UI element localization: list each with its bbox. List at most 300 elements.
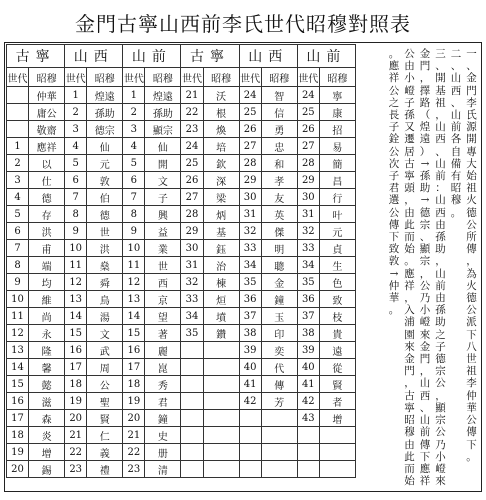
name-cell: 德宗 [87,121,123,138]
name-cell [203,427,239,444]
generation-cell: 4 [123,138,145,155]
table-row [7,359,356,376]
note-column: 三 、 開 基 祖 ， 山 西 、 山 前 ： 山 西 由 孫 助 ， 山 前 由 孫 助 之 子 德 宗 公 ， 顯 宗 公 乃 小 嶝 來 [435,48,446,488]
generation-cell: 30 [239,189,261,206]
generation-cell: 12 [123,274,145,291]
generation-cell: 6 [123,172,145,189]
name-cell: 智 [261,87,297,104]
generation-cell [239,410,261,427]
generation-cell: 28 [239,155,261,172]
name-cell: 元 [87,155,123,172]
generation-cell: 30 [297,189,319,206]
name-cell: 煌遠 [87,87,123,104]
generation-cell: 31 [297,206,319,223]
note-column: 二 、 山 西 、 山 前 各 自 備 有 昭 穆 。 [450,48,462,219]
name-cell: 鑽 [203,325,239,342]
generation-cell: 5 [7,206,29,223]
name-cell: 麗 [145,342,181,359]
note-column: 一 、 金 門 李 氏 源 開 專 大 始 祖 火 德 公 所 傳 ， 為 火 德 公 派 下 八 世 祖 李 仲 華 公 傳 下 。 [466,48,477,463]
generation-cell: 19 [65,393,87,410]
name-cell: 顯宗 [145,121,181,138]
name-cell: 敦 [87,172,123,189]
generation-cell: 16 [7,393,29,410]
generation-cell: 14 [7,359,29,376]
column-group-header: 山前 [297,45,355,68]
generation-cell: 14 [65,308,87,325]
name-cell: 錫 [29,461,65,478]
generation-cell [181,427,203,444]
generation-header: 世代 [239,68,261,87]
generation-cell: 9 [65,223,87,240]
name-cell [203,461,239,478]
generation-cell: 18 [65,376,87,393]
name-cell: 枝 [319,308,355,325]
name-cell: 史 [145,427,181,444]
header-row [7,45,356,68]
generation-cell: 22 [181,104,203,121]
generation-cell: 42 [297,393,319,410]
name-cell: 欽 [203,155,239,172]
generation-cell: 32 [297,223,319,240]
note-column: 。 應 祥 公 之 長 子 銓 公 次 子 君 選 公 傳 下 致 敦 → 仲 華 。 [388,48,400,317]
genealogy-table [6,44,356,478]
generation-cell: 18 [123,376,145,393]
generation-cell: 20 [65,410,87,427]
name-cell: 仲華 [29,87,65,104]
name-cell: 尚 [29,308,65,325]
generation-cell: 22 [123,444,145,461]
table-row [7,87,356,104]
generation-cell [7,87,29,104]
generation-cell [181,393,203,410]
name-cell: 友 [261,189,297,206]
generation-cell: 29 [297,172,319,189]
generation-cell: 11 [65,257,87,274]
name-cell [319,461,355,478]
generation-cell: 25 [297,104,319,121]
generation-header: 世代 [65,68,87,87]
table-row [7,461,356,478]
name-cell: 炎 [29,427,65,444]
name-cell: 貞 [319,240,355,257]
name-cell: 色 [319,274,355,291]
name-cell: 周 [87,359,123,376]
generation-cell: 14 [123,308,145,325]
name-cell: 康 [319,104,355,121]
generation-cell: 30 [181,240,203,257]
name-cell: 賢 [87,410,123,427]
generation-cell: 16 [65,342,87,359]
name-cell: 昌 [319,172,355,189]
column-group-header: 山西 [239,45,297,68]
table-row [7,172,356,189]
generation-cell: 18 [7,427,29,444]
name-cell: 勇 [261,121,297,138]
generation-cell: 19 [123,393,145,410]
name-cell: 開 [145,155,181,172]
generation-header: 世代 [7,68,29,87]
generation-cell: 26 [181,172,203,189]
generation-cell: 13 [123,291,145,308]
generation-cell: 2 [7,155,29,172]
name-cell: 叶 [319,206,355,223]
name-cell: 和 [261,155,297,172]
name-cell: 忠 [261,138,297,155]
name-cell: 鐘 [261,291,297,308]
name-cell [261,427,297,444]
name-cell: 沃 [203,87,239,104]
name-cell: 京 [145,291,181,308]
generation-cell: 33 [297,240,319,257]
name-cell: 孫助 [87,104,123,121]
name-cell: 森 [29,410,65,427]
column-group-header: 山前 [123,45,181,68]
name-cell: 招 [319,121,355,138]
generation-cell: 27 [297,138,319,155]
generation-cell: 26 [297,121,319,138]
generation-cell: 36 [239,291,261,308]
generation-cell: 35 [297,274,319,291]
table-row [7,104,356,121]
name-cell: 文 [87,325,123,342]
name-header: 昭穆 [319,68,355,87]
generation-cell: 33 [181,291,203,308]
generation-cell: 40 [297,359,319,376]
name-cell: 鈺 [203,240,239,257]
generation-cell: 8 [65,206,87,223]
name-cell: 遠 [319,342,355,359]
generation-cell: 6 [7,223,29,240]
generation-cell: 38 [239,325,261,342]
name-cell: 賢 [319,376,355,393]
generation-cell: 6 [65,172,87,189]
table-row [7,257,356,274]
generation-cell: 32 [181,274,203,291]
name-cell: 仙 [87,138,123,155]
generation-cell: 41 [239,376,261,393]
name-cell: 者 [319,393,355,410]
generation-cell: 5 [123,155,145,172]
name-cell: 治 [203,257,239,274]
generation-cell [297,427,319,444]
name-cell: 元 [319,223,355,240]
name-header: 昭穆 [261,68,297,87]
name-cell: 行 [319,189,355,206]
name-cell: 端 [29,257,65,274]
name-cell: 均 [29,274,65,291]
name-cell: 永 [29,325,65,342]
note-column: 金 門 ， 擇 路 （ 煌 遠 ） → 孫 助 → 德 宗 、 顯 宗 ， 公 乃 小 嶝 來 金 門 ， 山 西 、 山 前 傳 下 應 祥 [419,48,431,488]
generation-header: 世代 [181,68,203,87]
generation-cell: 33 [239,240,261,257]
generation-cell: 17 [7,410,29,427]
generation-cell: 39 [239,342,261,359]
table-row [7,308,356,325]
generation-cell: 29 [239,172,261,189]
subheader-row [7,68,356,87]
name-cell: 貴 [319,325,355,342]
generation-cell: 1 [123,87,145,104]
generation-cell: 11 [7,308,29,325]
name-cell: 武 [87,342,123,359]
name-cell: 子 [145,189,181,206]
generation-cell: 15 [123,325,145,342]
generation-cell: 21 [65,427,87,444]
generation-cell: 24 [181,138,203,155]
generation-cell: 4 [65,138,87,155]
name-cell: 秀 [145,376,181,393]
generation-cell: 27 [239,138,261,155]
name-cell: 仕 [29,172,65,189]
name-cell: 敬齋 [29,121,65,138]
name-cell: 孫助 [145,104,181,121]
generation-cell: 23 [123,461,145,478]
name-cell [203,393,239,410]
name-cell: 增 [29,444,65,461]
name-cell: 興 [145,206,181,223]
generation-cell [239,444,261,461]
generation-cell: 3 [7,172,29,189]
notes-panel [358,46,480,488]
name-cell: 根 [203,104,239,121]
name-cell: 增 [319,410,355,427]
generation-cell: 7 [65,189,87,206]
generation-header: 世代 [297,68,319,87]
name-cell: 金 [261,274,297,291]
name-cell: 寧 [319,87,355,104]
generation-cell [181,376,203,393]
generation-cell [297,461,319,478]
name-cell [203,359,239,376]
generation-cell: 34 [239,257,261,274]
generation-cell: 5 [65,155,87,172]
name-cell: 印 [261,325,297,342]
name-cell: 基 [203,223,239,240]
generation-cell: 17 [123,359,145,376]
name-cell: 西 [145,274,181,291]
generation-cell [7,121,29,138]
table-row [7,427,356,444]
name-cell: 燊 [87,257,123,274]
generation-cell: 13 [7,342,29,359]
name-cell: 君 [145,393,181,410]
name-cell: 公 [87,376,123,393]
generation-cell: 9 [123,223,145,240]
name-cell: 維 [29,291,65,308]
name-cell: 舜 [87,274,123,291]
name-cell [319,444,355,461]
generation-cell [239,427,261,444]
name-cell: 世 [87,223,123,240]
generation-cell: 10 [65,240,87,257]
name-cell: 望 [145,308,181,325]
name-header: 昭穆 [87,68,123,87]
generation-header: 世代 [123,68,145,87]
generation-cell: 22 [65,444,87,461]
table-row [7,189,356,206]
generation-cell: 7 [123,189,145,206]
generation-cell: 23 [181,121,203,138]
name-cell: 應祥 [29,138,65,155]
name-cell [203,410,239,427]
generation-cell: 19 [7,444,29,461]
generation-cell [7,104,29,121]
name-cell: 奕 [261,342,297,359]
name-cell: 崑 [145,359,181,376]
name-cell [319,427,355,444]
column-group-header: 古寧 [7,45,65,68]
name-cell: 煌遠 [145,87,181,104]
generation-cell: 12 [65,274,87,291]
generation-cell: 15 [7,376,29,393]
generation-cell [181,444,203,461]
generation-cell: 17 [65,359,87,376]
name-cell: 册 [145,444,181,461]
name-cell: 隆 [29,342,65,359]
generation-cell: 2 [65,104,87,121]
generation-cell: 8 [123,206,145,223]
generation-cell: 34 [181,308,203,325]
generation-cell: 37 [297,308,319,325]
generation-cell [181,461,203,478]
name-cell: 從 [319,359,355,376]
table-row [7,206,356,223]
name-cell: 聰 [261,257,297,274]
generation-cell: 36 [297,291,319,308]
name-cell [261,461,297,478]
table-row [7,274,356,291]
name-cell: 傑 [261,223,297,240]
name-cell [261,444,297,461]
name-cell: 洪 [87,240,123,257]
name-cell: 清 [145,461,181,478]
name-cell: 芳 [261,393,297,410]
name-cell: 易 [319,138,355,155]
generation-cell: 2 [123,104,145,121]
column-group-header: 山西 [65,45,123,68]
name-cell: 烜 [203,291,239,308]
name-cell [203,342,239,359]
generation-cell: 26 [239,121,261,138]
page-title: 金門古寧山西前李氏世代昭穆對照表 [75,12,411,36]
table-row [7,121,356,138]
generation-cell [181,359,203,376]
generation-cell: 7 [7,240,29,257]
generation-cell: 15 [65,325,87,342]
generation-cell [181,410,203,427]
generation-cell: 28 [297,155,319,172]
generation-cell: 10 [7,291,29,308]
generation-cell [297,444,319,461]
name-cell: 存 [29,206,65,223]
name-cell: 鐘 [145,410,181,427]
table-row [7,444,356,461]
name-cell: 深 [203,172,239,189]
name-cell: 明 [261,240,297,257]
name-cell: 禮 [87,461,123,478]
generation-cell: 8 [7,257,29,274]
table-row [7,138,356,155]
name-cell: 信 [261,104,297,121]
column-group-header: 古寧 [181,45,239,68]
name-cell: 德 [87,206,123,223]
name-cell: 培 [203,138,239,155]
name-cell: 義 [87,444,123,461]
generation-cell: 43 [297,410,319,427]
name-cell: 業 [145,240,181,257]
name-cell [203,376,239,393]
generation-cell: 31 [181,257,203,274]
generation-cell: 1 [7,138,29,155]
generation-cell [239,461,261,478]
name-cell: 炳 [203,206,239,223]
generation-cell: 42 [239,393,261,410]
table-row [7,325,356,342]
generation-cell: 37 [239,308,261,325]
generation-cell: 3 [123,121,145,138]
name-cell: 代 [261,359,297,376]
generation-cell: 27 [181,189,203,206]
table-row [7,223,356,240]
name-header: 昭穆 [203,68,239,87]
name-cell: 文 [145,172,181,189]
name-cell: 庸公 [29,104,65,121]
generation-cell: 21 [181,87,203,104]
name-cell: 益 [145,223,181,240]
name-cell: 聖 [87,393,123,410]
name-cell: 德 [29,189,65,206]
generation-cell: 12 [7,325,29,342]
generation-cell [181,342,203,359]
generation-cell: 38 [297,325,319,342]
name-cell: 馨 [29,359,65,376]
name-cell: 孝 [261,172,297,189]
generation-cell: 20 [7,461,29,478]
generation-cell: 31 [239,206,261,223]
generation-cell: 10 [123,240,145,257]
generation-cell: 1 [65,87,87,104]
generation-cell: 24 [297,87,319,104]
name-cell: 湯 [87,308,123,325]
generation-cell: 11 [123,257,145,274]
name-cell: 墳 [203,308,239,325]
table-row [7,342,356,359]
name-cell: 伯 [87,189,123,206]
table-row [7,155,356,172]
generation-cell: 35 [181,325,203,342]
generation-cell: 34 [297,257,319,274]
name-cell [261,410,297,427]
generation-cell: 21 [123,427,145,444]
name-header: 昭穆 [145,68,181,87]
name-cell: 鳥 [87,291,123,308]
generation-cell: 28 [181,206,203,223]
table-row [7,291,356,308]
generation-cell: 13 [65,291,87,308]
name-cell: 仙 [145,138,181,155]
generation-cell: 25 [181,155,203,172]
table-row [7,240,356,257]
generation-cell: 39 [297,342,319,359]
name-cell: 致 [319,291,355,308]
generation-cell: 24 [239,87,261,104]
name-cell: 甫 [29,240,65,257]
generation-cell: 40 [239,359,261,376]
name-cell: 以 [29,155,65,172]
name-cell: 生 [319,257,355,274]
name-cell: 懿 [29,376,65,393]
generation-cell: 4 [7,189,29,206]
